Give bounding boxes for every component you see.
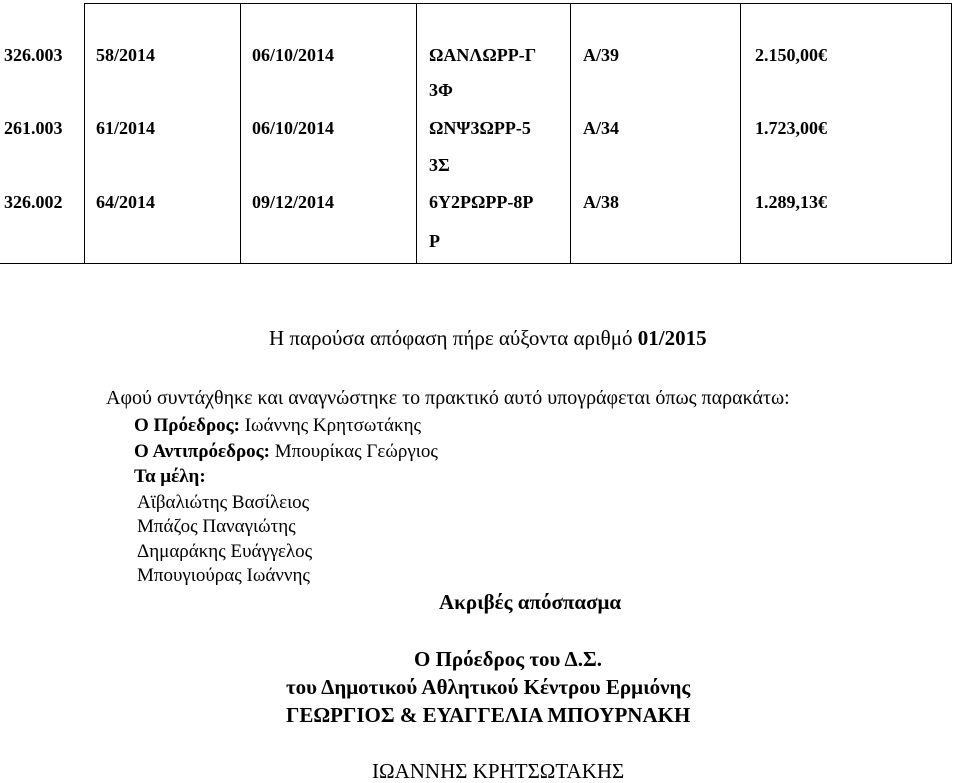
decision-prefix: Η παρούσα απόφαση πήρε αύξοντα αριθμό bbox=[269, 326, 638, 350]
stamp-firm-name: ΓΕΩΡΓΙΟΣ & ΕΥΑΓΓΕΛΙΑ ΜΠΟΥΡΝΑΚΗ bbox=[286, 703, 691, 727]
cell-decision: 64/2014 bbox=[96, 192, 156, 212]
cell-amount: 2.150,00€ bbox=[755, 45, 827, 65]
decision-number-line bbox=[269, 326, 707, 350]
column-divider bbox=[570, 3, 571, 263]
cell-decision: 61/2014 bbox=[96, 118, 156, 138]
president-line bbox=[134, 414, 421, 438]
table-top-border bbox=[84, 3, 952, 4]
cell-ada: 6Υ2ΡΩΡΡ-8Ρ bbox=[429, 192, 534, 212]
organization-name: του Δημοτικού Αθλητικού Κέντρου Ερμιόνης bbox=[286, 675, 691, 699]
vice-president-name: Μπουρίκας Γεώργιος bbox=[270, 441, 438, 462]
cell-ada: ΩΝΨ3ΩΡΡ-5 bbox=[429, 118, 531, 138]
column-divider bbox=[951, 3, 952, 263]
cell-invoice: Α/38 bbox=[583, 192, 619, 212]
cell-decision: 58/2014 bbox=[96, 45, 156, 65]
column-divider bbox=[240, 3, 241, 263]
members-label: Τα μέλη: bbox=[134, 466, 206, 487]
cell-code: 261.003 bbox=[4, 118, 63, 138]
cell-code: 326.003 bbox=[4, 45, 63, 65]
cell-invoice: Α/34 bbox=[583, 118, 619, 138]
cell-date: 06/10/2014 bbox=[252, 118, 335, 138]
cell-amount: 1.289,13€ bbox=[755, 192, 827, 212]
cell-ada-cont: Ρ bbox=[429, 231, 440, 251]
president-label: Ο Πρόεδρος: bbox=[134, 415, 240, 436]
member-name: Μπάζος Παναγιώτης bbox=[137, 516, 296, 537]
vice-president-line bbox=[134, 440, 438, 464]
payments-table bbox=[0, 0, 952, 264]
accurate-extract-heading: Ακριβές απόσπασμα bbox=[439, 590, 622, 614]
signatory-title: Ο Πρόεδρος του Δ.Σ. bbox=[414, 647, 602, 671]
cell-ada-cont: 3Σ bbox=[429, 155, 450, 175]
table-bottom-border bbox=[0, 263, 952, 264]
column-divider bbox=[416, 3, 417, 263]
signatory-name: ΙΩΑΝΝΗΣ ΚΡΗΤΣΩΤΑΚΗΣ bbox=[372, 759, 625, 783]
cell-ada: ΩΑΝΛΩΡΡ-Γ bbox=[429, 45, 537, 65]
cell-date: 06/10/2014 bbox=[252, 45, 335, 65]
member-name: Δημαράκης Ευάγγελος bbox=[137, 541, 313, 562]
column-divider bbox=[84, 3, 85, 263]
closing-statement: Αφού συντάχθηκε και αναγνώστηκε το πρακτικό αυτό υπογράφεται όπως παρακάτω: bbox=[106, 387, 790, 409]
cell-invoice: Α/39 bbox=[583, 45, 619, 65]
decision-number: 01/2015 bbox=[637, 326, 707, 350]
member-name: Μπουγιούρας Ιωάννης bbox=[137, 565, 310, 586]
member-name: Αϊβαλιώτης Βασίλειος bbox=[137, 492, 310, 513]
vice-president-label: Ο Αντιπρόεδρος: bbox=[134, 441, 270, 462]
cell-amount: 1.723,00€ bbox=[755, 118, 827, 138]
cell-ada-cont: 3Φ bbox=[429, 80, 453, 100]
president-name: Ιωάννης Κρητσωτάκης bbox=[239, 415, 422, 436]
cell-date: 09/12/2014 bbox=[252, 192, 335, 212]
column-divider bbox=[740, 3, 741, 263]
cell-code: 326.002 bbox=[4, 192, 63, 212]
